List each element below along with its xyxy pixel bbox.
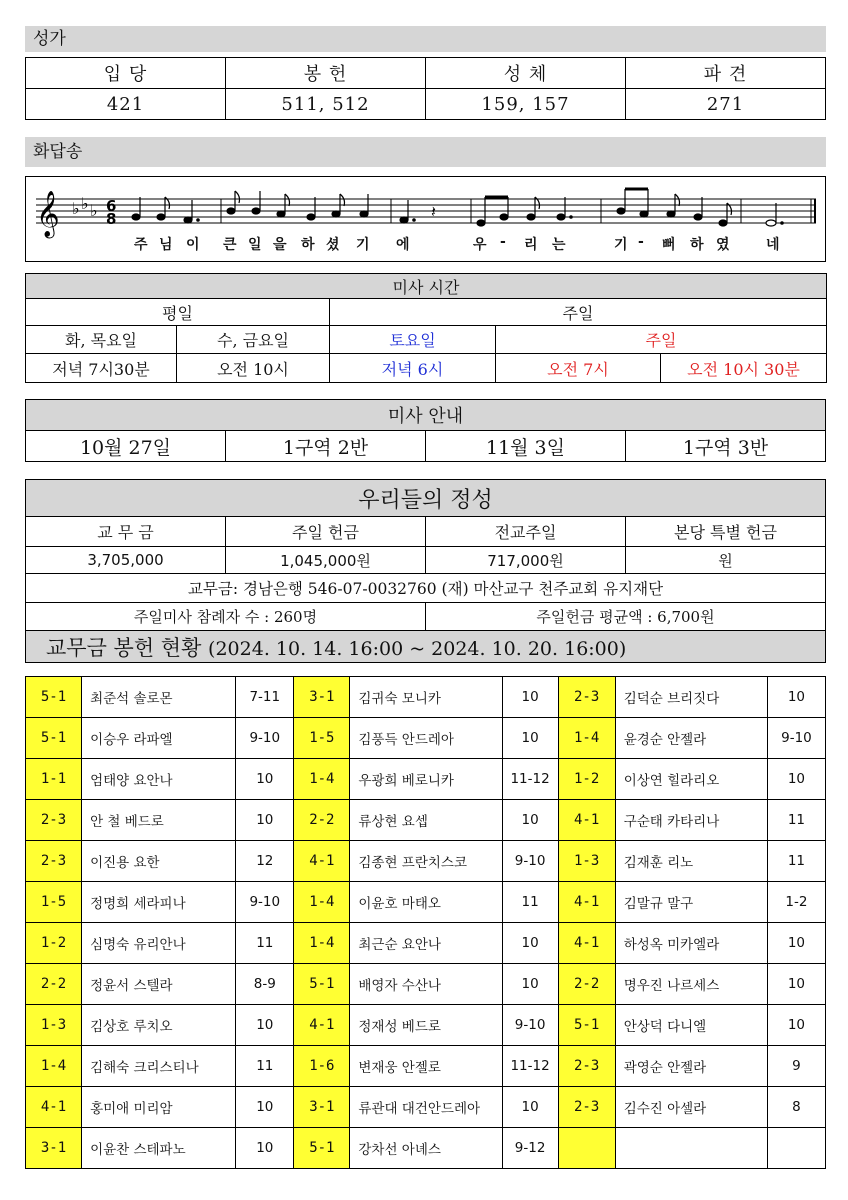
dues-months: 11-12 bbox=[502, 759, 558, 800]
dues-zone: 3-1 bbox=[294, 1087, 350, 1128]
mass-times-table bbox=[25, 273, 827, 383]
dues-months: 7-11 bbox=[236, 677, 294, 718]
hymn-value-communion: 159, 157 bbox=[426, 89, 626, 120]
dues-zone: 4-1 bbox=[26, 1087, 82, 1128]
dues-member-name: 곽영순 안젤라 bbox=[615, 1046, 767, 1087]
dues-zone: 1-1 bbox=[26, 759, 82, 800]
dues-member-name: 하성옥 미카엘라 bbox=[615, 923, 767, 964]
mass-guide-table bbox=[25, 399, 826, 462]
notes bbox=[132, 189, 783, 226]
dues-zone: 1-4 bbox=[558, 718, 615, 759]
hymns-table bbox=[25, 57, 826, 120]
dues-member-name: 정윤서 스텔라 bbox=[82, 964, 236, 1005]
dues-months: 11 bbox=[236, 1046, 294, 1087]
dues-row bbox=[26, 1087, 826, 1128]
hymn-header-offertory: 봉 헌 bbox=[226, 58, 426, 89]
lyric-syllable: 이 bbox=[186, 237, 201, 253]
dues-months: 10 bbox=[236, 1087, 294, 1128]
dues-zone: 1-6 bbox=[294, 1046, 350, 1087]
hymn-header-communion: 성 체 bbox=[426, 58, 626, 89]
dues-status-period: (2024. 10. 14. 16:00 ~ 2024. 10. 20. 16:00) bbox=[208, 637, 627, 660]
treble-clef-icon: 𝄞 bbox=[36, 191, 60, 237]
dues-row bbox=[26, 964, 826, 1005]
dues-member-name: 안 철 베드로 bbox=[82, 800, 236, 841]
lyric-syllable: 우 bbox=[473, 237, 488, 253]
weekday-label: 평일 bbox=[26, 299, 330, 326]
offerings-title: 우리들의 정성 bbox=[26, 480, 826, 517]
dues-months: 11-12 bbox=[502, 1046, 558, 1087]
hymn-value-offertory: 511, 512 bbox=[226, 89, 426, 120]
lyric-syllable: 에 bbox=[396, 237, 411, 253]
dues-zone: 4-1 bbox=[294, 841, 350, 882]
dues-zone: 2-3 bbox=[558, 1087, 615, 1128]
dues-zone bbox=[558, 1128, 615, 1169]
dues-zone: 5-1 bbox=[26, 677, 82, 718]
dues-zone: 1-2 bbox=[558, 759, 615, 800]
lyric-syllable: 주 bbox=[134, 237, 149, 253]
mass-guide-date-2: 11월 3일 bbox=[426, 431, 626, 462]
mass-guide-group-2: 1구역 3반 bbox=[626, 431, 826, 462]
lyric-syllable: 기 bbox=[614, 237, 629, 253]
dues-months: 9-10 bbox=[502, 841, 558, 882]
dues-zone: 1-4 bbox=[26, 1046, 82, 1087]
dues-months: 1-2 bbox=[767, 882, 825, 923]
dues-member-name: 윤경순 안젤라 bbox=[615, 718, 767, 759]
dues-member-name: 이진용 요한 bbox=[82, 841, 236, 882]
dues-zone: 2-3 bbox=[26, 841, 82, 882]
dues-months: 10 bbox=[236, 1005, 294, 1046]
dues-months: 9-10 bbox=[236, 718, 294, 759]
dues-row bbox=[26, 677, 826, 718]
offerings-table bbox=[25, 479, 826, 663]
flat-icon: ♭ bbox=[90, 201, 98, 220]
dues-member-name: 이윤찬 스테파노 bbox=[82, 1128, 236, 1169]
sunday-time-late: 오전 10시 30분 bbox=[661, 354, 827, 383]
hymn-header-entrance: 입 당 bbox=[26, 58, 226, 89]
response-song-title: 화답송 bbox=[25, 137, 826, 167]
tue-thu-label: 화, 목요일 bbox=[26, 326, 177, 354]
dues-member-name: 이상연 힐라리오 bbox=[615, 759, 767, 800]
dues-status-title: 교무금 봉헌 현황 bbox=[46, 635, 202, 660]
dues-months: 11 bbox=[502, 882, 558, 923]
dues-member-name: 홍미애 미리암 bbox=[82, 1087, 236, 1128]
dues-status-heading bbox=[26, 631, 826, 663]
dues-months: 10 bbox=[236, 1128, 294, 1169]
dues-zone: 1-5 bbox=[26, 882, 82, 923]
attendance-count: 주일미사 참례자 수 : 260명 bbox=[26, 603, 426, 631]
dues-member-name: 배영자 수산나 bbox=[350, 964, 502, 1005]
dues-row bbox=[26, 882, 826, 923]
offering-value-sunday: 1,045,000원 bbox=[226, 547, 426, 574]
dues-row bbox=[26, 1128, 826, 1169]
dues-months: 10 bbox=[502, 718, 558, 759]
dues-months: 9-10 bbox=[502, 1005, 558, 1046]
dues-member-name: 김귀숙 모니카 bbox=[350, 677, 502, 718]
dues-member-name: 정재성 베드로 bbox=[350, 1005, 502, 1046]
dues-zone: 1-4 bbox=[294, 759, 350, 800]
dues-months: 10 bbox=[502, 677, 558, 718]
lyric-syllable: 였 bbox=[716, 237, 731, 253]
lyric-syllable: 하 bbox=[301, 237, 316, 253]
dues-member-name: 김종현 프란치스코 bbox=[350, 841, 502, 882]
dues-member-name: 김덕순 브리짓다 bbox=[615, 677, 767, 718]
dues-zone: 2-3 bbox=[558, 677, 615, 718]
bank-account: 교무금: 경남은행 546-07-0032760 (재) 마산교구 천주교회 유지재단 bbox=[26, 574, 826, 603]
dues-months: 9-12 bbox=[502, 1128, 558, 1169]
lyric-syllable: 하 bbox=[690, 237, 705, 253]
lyric-syllable: 큰 bbox=[223, 237, 238, 253]
offering-value-dues: 3,705,000 bbox=[26, 547, 226, 574]
dues-member-name: 정명희 세라피나 bbox=[82, 882, 236, 923]
offering-header-mission: 전교주일 bbox=[426, 517, 626, 547]
dues-member-name: 류관대 대건안드레아 bbox=[350, 1087, 502, 1128]
time-signature-bottom: 8 bbox=[106, 210, 117, 228]
dues-months: 10 bbox=[767, 759, 825, 800]
dues-zone: 5-1 bbox=[558, 1005, 615, 1046]
lyric-syllable: 리 bbox=[524, 237, 539, 253]
dues-member-name: 김재훈 리노 bbox=[615, 841, 767, 882]
dues-zone: 4-1 bbox=[558, 800, 615, 841]
hymn-value-recessional: 271 bbox=[626, 89, 826, 120]
dues-row bbox=[26, 923, 826, 964]
dues-member-name bbox=[615, 1128, 767, 1169]
dues-zone: 1-3 bbox=[26, 1005, 82, 1046]
dues-zone: 2-2 bbox=[558, 964, 615, 1005]
hymns-section-title: 성가 bbox=[25, 26, 826, 52]
dues-months: 10 bbox=[502, 1087, 558, 1128]
dues-member-name: 이윤호 마태오 bbox=[350, 882, 502, 923]
dues-zone: 1-3 bbox=[558, 841, 615, 882]
dues-months: 9-10 bbox=[767, 718, 825, 759]
dues-member-name: 강차선 아녜스 bbox=[350, 1128, 502, 1169]
time-signature-top: 6 bbox=[106, 197, 117, 215]
dues-zone: 1-4 bbox=[294, 882, 350, 923]
dues-months bbox=[767, 1128, 825, 1169]
dues-months: 10 bbox=[767, 964, 825, 1005]
mass-guide-date-1: 10월 27일 bbox=[26, 431, 226, 462]
lyric-syllable: 님 bbox=[159, 237, 174, 253]
lyric-syllable: 기 bbox=[356, 237, 371, 253]
offering-header-sunday: 주일 헌금 bbox=[226, 517, 426, 547]
offering-header-dues: 교 무 금 bbox=[26, 517, 226, 547]
dues-member-name: 김해숙 크리스티나 bbox=[82, 1046, 236, 1087]
dues-member-name: 안상덕 다니엘 bbox=[615, 1005, 767, 1046]
dues-months: 9-10 bbox=[236, 882, 294, 923]
dues-months: 8 bbox=[767, 1087, 825, 1128]
dues-row bbox=[26, 800, 826, 841]
lyric-syllable: 는 bbox=[552, 237, 567, 253]
dues-member-name: 변재웅 안젤로 bbox=[350, 1046, 502, 1087]
hymn-value-entrance: 421 bbox=[26, 89, 226, 120]
dues-zone: 1-2 bbox=[26, 923, 82, 964]
svg-text:𝄽: 𝄽 bbox=[431, 202, 436, 221]
dues-months: 11 bbox=[767, 841, 825, 882]
dues-zone: 3-1 bbox=[26, 1128, 82, 1169]
dues-months: 10 bbox=[236, 800, 294, 841]
dues-member-name: 김풍득 안드레아 bbox=[350, 718, 502, 759]
hymn-header-recessional: 파 견 bbox=[626, 58, 826, 89]
dues-row bbox=[26, 759, 826, 800]
lyric-syllable: - bbox=[500, 234, 507, 250]
saturday-label: 토요일 bbox=[330, 326, 496, 354]
lyric-syllable: - bbox=[638, 234, 645, 250]
wed-fri-label: 수, 금요일 bbox=[177, 326, 330, 354]
dues-months: 10 bbox=[767, 923, 825, 964]
mass-guide-group-1: 1구역 2반 bbox=[226, 431, 426, 462]
lyric-syllable: 셨 bbox=[326, 237, 341, 253]
dues-months: 10 bbox=[767, 677, 825, 718]
lyric-syllable: 을 bbox=[273, 237, 288, 253]
dues-zone: 4-1 bbox=[558, 923, 615, 964]
dues-months: 10 bbox=[502, 800, 558, 841]
dues-zone: 5-1 bbox=[26, 718, 82, 759]
dues-member-name: 류상현 요셉 bbox=[350, 800, 502, 841]
dues-months: 11 bbox=[236, 923, 294, 964]
dues-member-name: 김상호 루치오 bbox=[82, 1005, 236, 1046]
mass-guide-title: 미사 안내 bbox=[26, 400, 826, 431]
dues-member-name: 심명숙 유리안나 bbox=[82, 923, 236, 964]
dues-months: 10 bbox=[236, 759, 294, 800]
offering-header-special: 본당 특별 헌금 bbox=[626, 517, 826, 547]
dues-zone: 3-1 bbox=[294, 677, 350, 718]
dues-row bbox=[26, 1046, 826, 1087]
flat-icon: ♭ bbox=[72, 199, 80, 218]
dues-zone: 2-3 bbox=[26, 800, 82, 841]
sunday-time-early: 오전 7시 bbox=[496, 354, 661, 383]
response-song-score bbox=[25, 176, 826, 262]
flat-icon: ♭ bbox=[81, 194, 89, 213]
sunday-day-label: 주일 bbox=[496, 326, 827, 354]
dues-zone: 1-4 bbox=[294, 923, 350, 964]
dues-member-name: 최준석 솔로몬 bbox=[82, 677, 236, 718]
dues-months: 8-9 bbox=[236, 964, 294, 1005]
dues-zone: 4-1 bbox=[558, 882, 615, 923]
dues-months: 12 bbox=[236, 841, 294, 882]
lyric-syllable: 일 bbox=[248, 237, 263, 253]
saturday-time: 저녁 6시 bbox=[330, 354, 496, 383]
offering-value-mission: 717,000원 bbox=[426, 547, 626, 574]
mass-times-title: 미사 시간 bbox=[26, 274, 827, 299]
dues-member-name: 엄태양 요안나 bbox=[82, 759, 236, 800]
dues-member-name: 명우진 나르세스 bbox=[615, 964, 767, 1005]
average-offering: 주일헌금 평균액 : 6,700원 bbox=[426, 603, 826, 631]
dues-status-rows bbox=[26, 677, 826, 1169]
dues-member-name: 우광희 베로니카 bbox=[350, 759, 502, 800]
dues-member-name: 이승우 라파엘 bbox=[82, 718, 236, 759]
wed-fri-time: 오전 10시 bbox=[177, 354, 330, 383]
dues-zone: 2-2 bbox=[26, 964, 82, 1005]
dues-zone: 5-1 bbox=[294, 1128, 350, 1169]
offering-value-special: 원 bbox=[626, 547, 826, 574]
dues-status-table bbox=[25, 676, 826, 1169]
dues-member-name: 구순태 카타리나 bbox=[615, 800, 767, 841]
dues-member-name: 최근순 요안나 bbox=[350, 923, 502, 964]
dues-row bbox=[26, 1005, 826, 1046]
tue-thu-time: 저녁 7시30분 bbox=[26, 354, 177, 383]
dues-zone: 2-2 bbox=[294, 800, 350, 841]
dues-zone: 1-5 bbox=[294, 718, 350, 759]
dues-row bbox=[26, 718, 826, 759]
dues-zone: 2-3 bbox=[558, 1046, 615, 1087]
dues-months: 11 bbox=[767, 800, 825, 841]
dues-months: 9 bbox=[767, 1046, 825, 1087]
dues-months: 10 bbox=[767, 1005, 825, 1046]
dues-member-name: 김수진 아셀라 bbox=[615, 1087, 767, 1128]
dues-row bbox=[26, 841, 826, 882]
dues-zone: 4-1 bbox=[294, 1005, 350, 1046]
dues-member-name: 김말규 말구 bbox=[615, 882, 767, 923]
dues-months: 10 bbox=[502, 964, 558, 1005]
dues-months: 10 bbox=[502, 923, 558, 964]
lyric-syllable: 뻐 bbox=[662, 237, 677, 253]
lyric-syllable: 네 bbox=[766, 237, 781, 253]
sunday-label: 주일 bbox=[330, 299, 827, 326]
dues-zone: 5-1 bbox=[294, 964, 350, 1005]
